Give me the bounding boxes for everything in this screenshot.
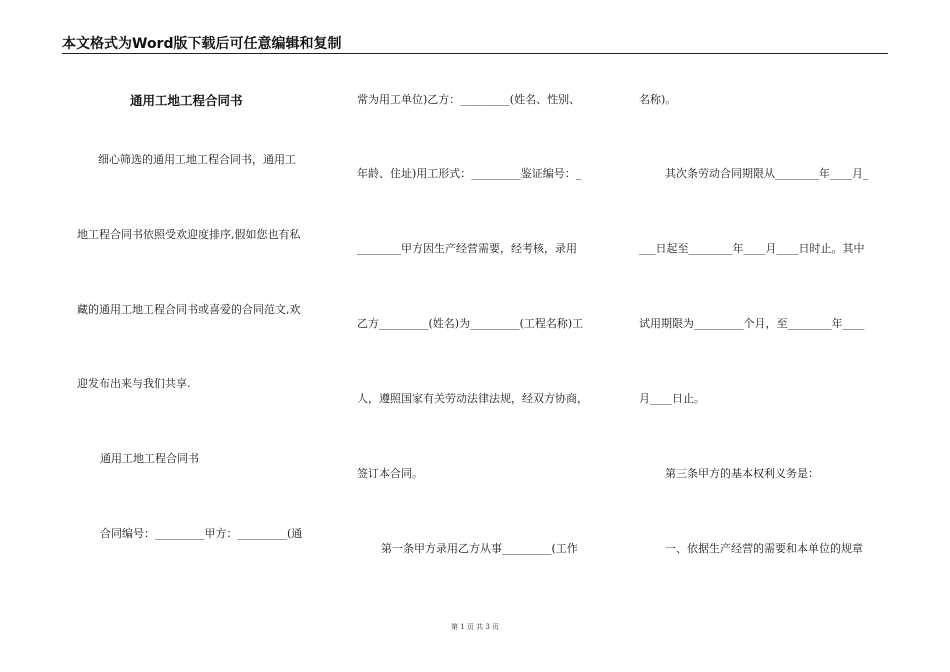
document-header: 本文格式为Word版下载后可任意编辑和复制 — [62, 36, 342, 52]
text-line: 签订本合同。 — [357, 467, 423, 480]
text-line: ___日起至________年____月____日时止。其中 — [639, 242, 865, 255]
text-line: 藏的通用工地工程合同书或喜爱的合同范文,欢 — [77, 303, 301, 316]
text-line: 试用期限为_________个月，至________年____ — [639, 317, 865, 330]
text-line: 地工程合同书依照受欢迎度排序,假如您也有私 — [77, 228, 301, 241]
header-divider — [62, 53, 888, 54]
text-line: 第一条甲方录用乙方从事_________(工作 — [381, 542, 578, 555]
text-line: 人，遵照国家有关劳动法律法规，经双方协商， — [357, 392, 588, 405]
text-line: 月____日止。 — [639, 392, 705, 405]
text-line: 通用工地工程合同书 — [100, 452, 199, 465]
document-title: 通用工地工程合同书 — [130, 93, 243, 108]
text-line: 第三条甲方的基本权利义务是： — [665, 467, 819, 480]
text-line: 名称)。 — [639, 93, 677, 106]
text-line: 年龄、住址)用工形式：_________鉴证编号：_ — [357, 167, 582, 180]
text-line: ________甲方因生产经营需要，经考核，录用 — [357, 242, 577, 255]
text-line: 合同编号：_________甲方：_________(通 — [100, 527, 303, 540]
page-number-footer: 第 1 页 共 3 页 — [450, 623, 500, 631]
text-line: 常为用工单位)乙方：_________(姓名、性别、 — [357, 93, 581, 106]
text-line: 其次条劳动合同期限从________年____月_ — [665, 167, 869, 180]
text-line: 迎发布出来与我们共享. — [77, 377, 191, 390]
text-line: 乙方_________(姓名)为_________(工程名称)工 — [357, 317, 584, 330]
text-line: 细心筛选的通用工地工程合同书，通用工 — [98, 153, 296, 166]
text-line: 一、依据生产经营的需要和本单位的规章 — [665, 542, 863, 555]
